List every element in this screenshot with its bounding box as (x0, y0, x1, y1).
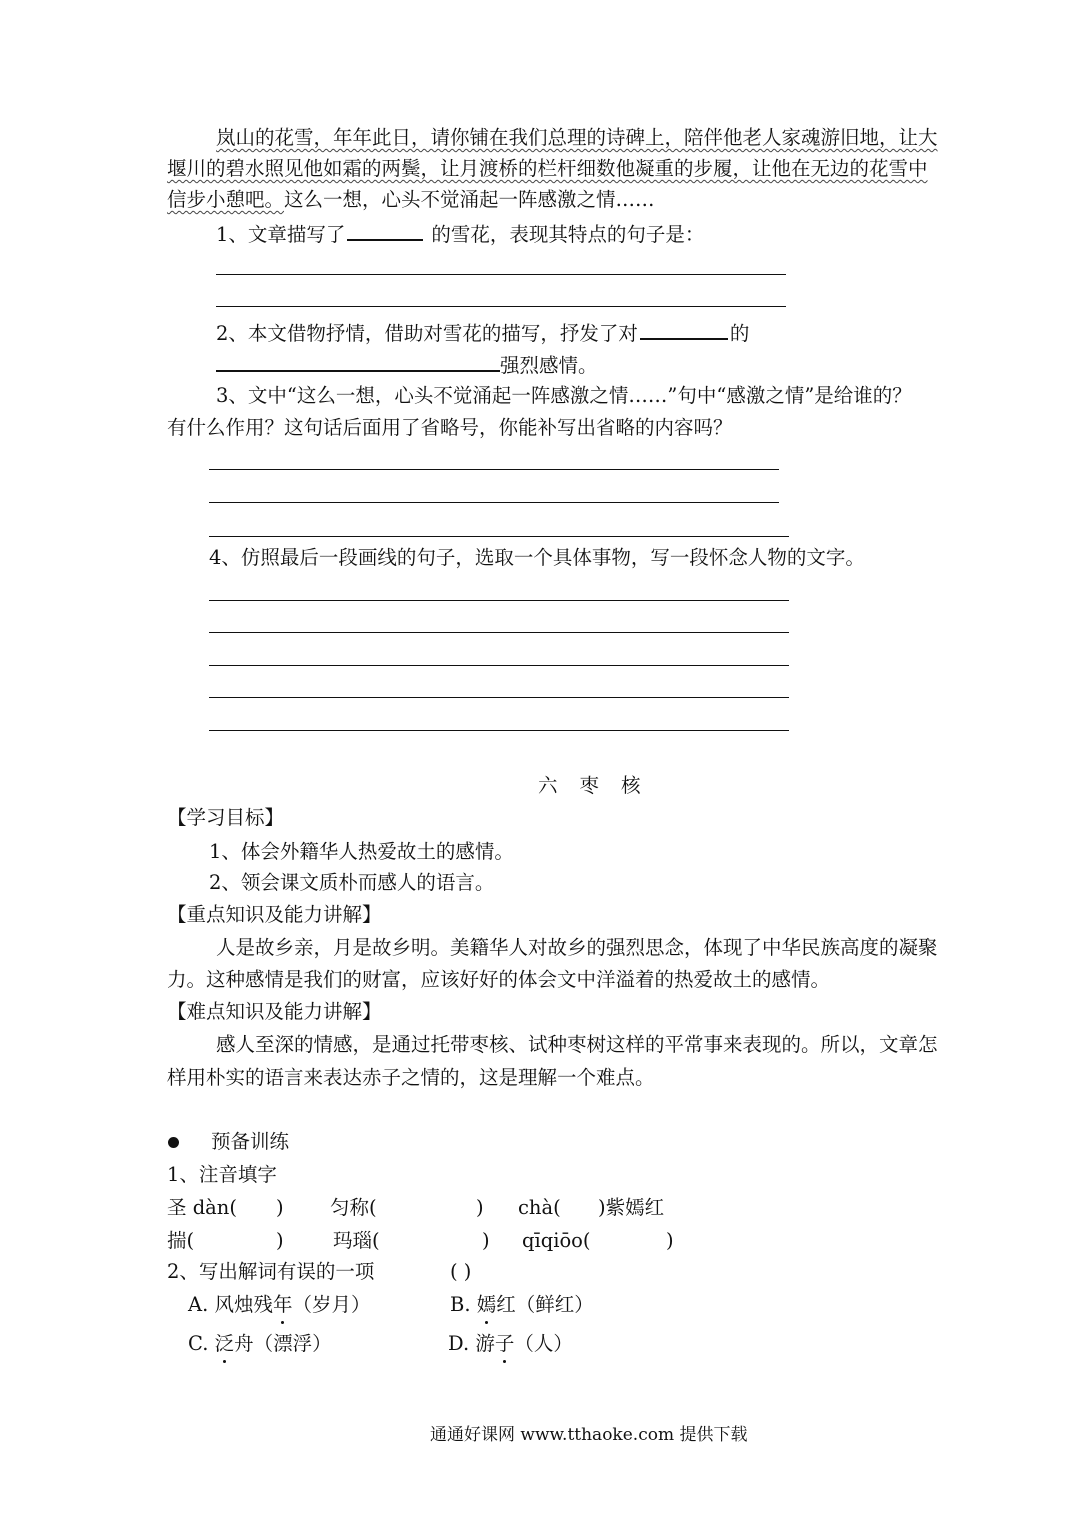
option-a[interactable] (188, 1293, 371, 1317)
option-c-meaning: 舟（漂浮） (234, 1332, 332, 1355)
pinyin-row-2-c: qīqiōo( (522, 1229, 591, 1252)
question-3-line-2: 有什么作用？这句话后面用了省略号，你能补写出省略的内容吗？ (167, 416, 733, 439)
option-b-text: B. (450, 1293, 477, 1316)
answer-parentheses[interactable]: ( ) (450, 1260, 472, 1283)
option-a-text: A. 风烛残 (188, 1293, 273, 1316)
question-2-line-2 (216, 352, 598, 378)
option-c-dotted-char: 泛 (214, 1332, 235, 1355)
prep-heading: 预备训练 (211, 1130, 290, 1153)
question-2-blank-1[interactable] (640, 320, 728, 340)
question-2-text-c: 强烈感情。 (500, 354, 598, 377)
page-footer: 通通好课网 www.tthaoke.com 提供下载 (430, 1425, 748, 1445)
question-2-text-b: 的 (729, 322, 750, 345)
option-b[interactable] (450, 1293, 594, 1317)
lesson-title: 六枣核 (538, 774, 663, 797)
option-d-meaning: （人） (514, 1332, 573, 1355)
answer-line[interactable] (209, 536, 789, 537)
heading-goals: 【学习目标】 (167, 806, 285, 829)
goal-1: 1、体会外籍华人热爱故土的感情。 (209, 840, 514, 863)
passage-line-3 (167, 188, 655, 212)
pinyin-row-2-c-close: ) (666, 1229, 674, 1252)
key-points-line-1: 人是故乡亲，月是故乡明。美籍华人对故乡的强烈思念，体现了中华民族高度的凝聚 (216, 936, 938, 959)
option-b-dotted-char: 嫣 (476, 1293, 497, 1316)
answer-line[interactable] (209, 632, 789, 633)
question-1-text-b: 的雪花，表现其特点的句子是： (431, 223, 705, 246)
passage-line-3-rest: 这么一想，心头不觉涌起一阵感激之情…… (284, 188, 655, 211)
pinyin-row-1-a: 圣 dàn( (167, 1196, 237, 1219)
pinyin-row-1-c-close: )紫嫣红 (598, 1196, 665, 1219)
difficulties-line-2: 样用朴实的语言来表达赤子之情的，这是理解一个难点。 (167, 1066, 655, 1089)
pinyin-row-2-a-close: ) (276, 1229, 284, 1252)
option-a-dotted-char: 年 (272, 1293, 293, 1316)
answer-line[interactable] (209, 697, 789, 698)
answer-line[interactable] (216, 306, 786, 307)
option-b-meaning: 红（鲜红） (496, 1293, 594, 1316)
answer-line[interactable] (209, 469, 779, 470)
pinyin-row-2-b: 玛瑙( (333, 1229, 380, 1252)
passage-line-3-underlined: 信步小憩吧。 (167, 188, 285, 211)
key-points-line-2: 力。这种感情是我们的财富，应该好好的体会文中洋溢着的热爱故土的感情。 (167, 968, 831, 991)
pinyin-row-1-b-close: ) (476, 1196, 484, 1219)
heading-key-points: 【重点知识及能力讲解】 (167, 903, 382, 926)
pinyin-row-2-b-close: ) (482, 1229, 490, 1252)
difficulties-line-1: 感人至深的情感，是通过托带枣核、试种枣树这样的平常事来表现的。所以，文章怎 (216, 1033, 938, 1056)
goal-2: 2、领会课文质朴而感人的语言。 (209, 871, 495, 894)
answer-line[interactable] (209, 600, 789, 601)
answer-line[interactable] (216, 274, 786, 275)
passage-line-1: 岚山的花雪，年年此日，请你铺在我们总理的诗碑上，陪伴他老人家魂游旧地，让大 (216, 126, 938, 149)
option-d-dotted-char: 子 (494, 1332, 515, 1355)
question-1-blank[interactable] (347, 221, 423, 241)
pinyin-row-1-c: chà( (518, 1196, 561, 1219)
heading-difficulties: 【难点知识及能力讲解】 (167, 1000, 382, 1023)
answer-line[interactable] (209, 730, 789, 731)
option-d[interactable] (448, 1332, 573, 1356)
answer-line[interactable] (209, 665, 789, 666)
option-c[interactable] (188, 1332, 332, 1356)
question-1 (216, 221, 704, 247)
question-3-line-1: 3、文中“这么一想，心头不觉涌起一阵感激之情……”句中“感激之情”是给谁的？ (216, 384, 912, 407)
option-a-meaning: （岁月） (292, 1293, 371, 1316)
bullet-icon (168, 1137, 179, 1148)
question-2-blank-2[interactable] (216, 352, 500, 372)
prep-item-2: 2、写出解词有误的一项 (167, 1260, 375, 1283)
question-1-text-a: 1、文章描写了 (216, 223, 346, 246)
option-c-text: C. (188, 1332, 215, 1355)
option-d-text: D. 游 (448, 1332, 495, 1355)
question-4: 4、仿照最后一段画线的句子，选取一个具体事物，写一段怀念人物的文字。 (209, 546, 865, 569)
pinyin-row-1-a-close: ) (276, 1196, 284, 1219)
question-2-text-a: 2、本文借物抒情，借助对雪花的描写，抒发了对 (216, 322, 638, 345)
prep-item-1: 1、注音填字 (167, 1163, 277, 1186)
question-2 (216, 320, 749, 346)
pinyin-row-1-b: 匀称( (330, 1196, 377, 1219)
pinyin-row-2-a: 揣( (167, 1229, 195, 1252)
passage-line-2: 堰川的碧水照见他如霜的两鬓，让月渡桥的栏杆细数他凝重的步履，让他在无边的花雪中 (167, 157, 928, 180)
answer-line[interactable] (209, 502, 779, 503)
